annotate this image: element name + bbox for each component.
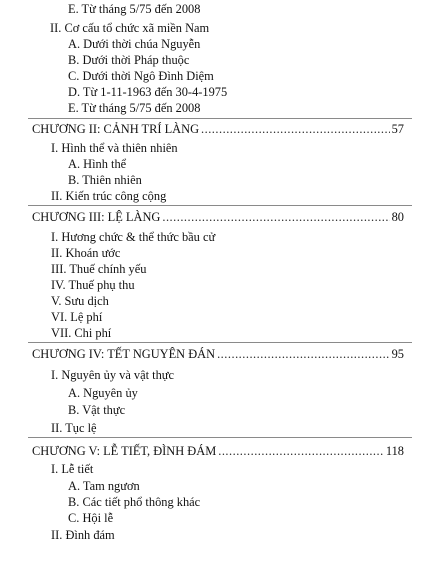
toc-entry: VII. Chi phí — [51, 326, 112, 340]
toc-entry: I. Nguyên ủy và vật thực — [51, 368, 175, 382]
toc-entry: B. Dưới thời Pháp thuộc — [68, 53, 190, 67]
toc-entry: VI. Lệ phí — [51, 310, 103, 324]
toc-entry: II. Đình đám — [51, 528, 115, 542]
leader-dots — [218, 443, 384, 459]
toc-entry: I. Lễ tiết — [51, 462, 94, 476]
toc-entry: III. Thuế chính yếu — [51, 262, 147, 276]
chapter-title: CHƯƠNG II: CẢNH TRÍ LÀNG — [32, 122, 200, 136]
page-number: 80 — [391, 210, 404, 224]
chapter-title: CHƯƠNG V: LỄ TIẾT, ĐÌNH ĐÁM — [32, 444, 217, 458]
page-number: 95 — [391, 347, 404, 361]
toc-entry: II. Khoán ước — [51, 246, 121, 260]
toc-entry: D. Từ 1-11-1963 đến 30-4-1975 — [68, 85, 228, 99]
divider — [28, 437, 412, 438]
toc-entry: E. Từ tháng 5/75 đến 2008 — [68, 2, 201, 16]
chapter-title: CHƯƠNG IV: TẾT NGUYÊN ĐÁN — [32, 347, 216, 361]
divider — [28, 342, 412, 343]
toc-entry: IV. Thuế phụ thu — [51, 278, 135, 292]
toc-entry: V. Sưu dịch — [51, 294, 109, 308]
toc-entry: A. Tam ngươn — [68, 479, 140, 493]
toc-entry: A. Nguyên ủy — [68, 386, 138, 400]
chapter-heading — [32, 443, 404, 459]
leader-dots — [201, 121, 390, 137]
toc-entry: B. Các tiết phổ thông khác — [68, 495, 201, 509]
toc-entry: II. Tục lệ — [51, 421, 97, 435]
toc-entry: A. Hình thể — [68, 157, 127, 171]
toc-entry: I. Hình thể và thiên nhiên — [51, 141, 178, 155]
toc-entry: E. Từ tháng 5/75 đến 2008 — [68, 101, 201, 115]
chapter-title: CHƯƠNG III: LỆ LÀNG — [32, 210, 161, 224]
leader-dots — [217, 346, 390, 362]
leader-dots — [162, 209, 389, 225]
chapter-heading — [32, 209, 404, 225]
toc-entry: A. Dưới thời chúa Nguyễn — [68, 37, 201, 51]
page-number: 118 — [385, 444, 404, 458]
page-number: 57 — [391, 122, 404, 136]
divider — [28, 118, 412, 119]
toc-entry: II. Cơ cấu tổ chức xã miền Nam — [50, 21, 210, 35]
toc-entry: C. Hội lễ — [68, 511, 114, 525]
chapter-heading — [32, 346, 404, 362]
toc-entry: I. Hương chức & thể thức bầu cử — [51, 230, 216, 244]
chapter-heading — [32, 121, 404, 137]
toc-entry: II. Kiến trúc công cộng — [51, 189, 167, 203]
toc-entry: B. Vật thực — [68, 403, 126, 417]
toc-entry: B. Thiên nhiên — [68, 173, 142, 187]
toc-entry: C. Dưới thời Ngô Đình Diệm — [68, 69, 214, 83]
divider — [28, 205, 412, 206]
